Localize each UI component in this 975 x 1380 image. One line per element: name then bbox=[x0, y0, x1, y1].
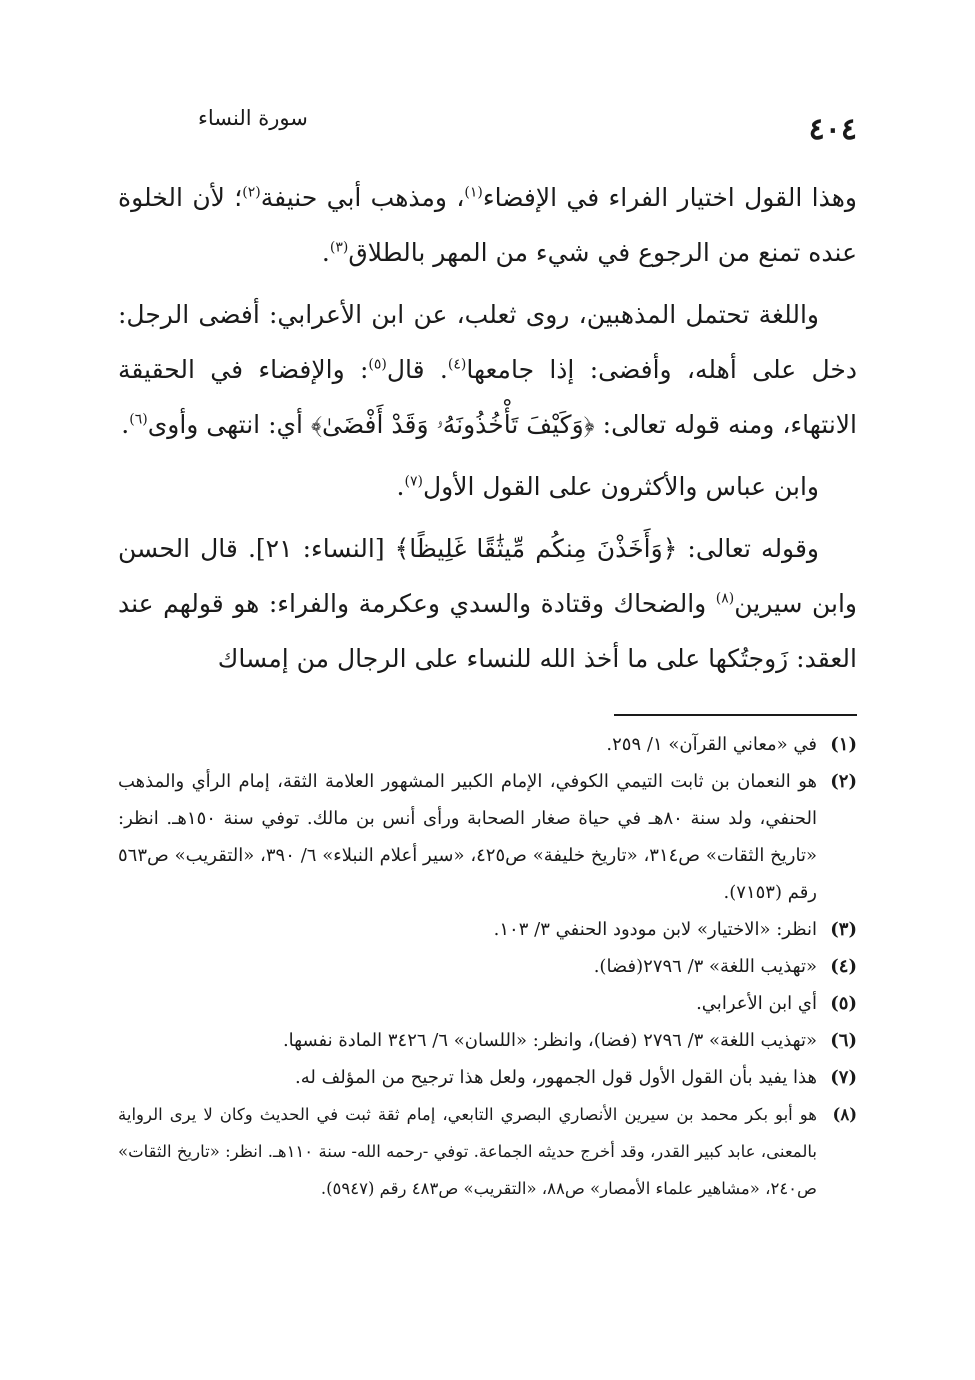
running-title: سورة النساء bbox=[198, 106, 308, 130]
page-header bbox=[118, 98, 857, 148]
main-text bbox=[118, 170, 857, 693]
footnote-2: (٢) هو النعمان بن ثابت التيمي الكوفي، الإمام الكبير المشهور العلامة الثقة، إمام الرأي والمذهب الحنفي، ولد سنة ٨٠هـ في حياة صغار الصحابة ورأى أنس بن مالك. توفي سنة ١٥٠هـ. انظر: «تاريخ الثقات» ص٣١٤، «تاريخ خليفة» ص٤٢٥، «سير أعلام النبلاء» ٦/ ٣٩٠، «التقريب» ص٥٦٣ رقم (٧١٥٣). bbox=[118, 771, 857, 903]
footnote-ref-7[interactable]: (٧) bbox=[404, 473, 423, 490]
footnote-ref-8[interactable]: (٨) bbox=[715, 590, 735, 607]
paragraph-2: واللغة تحتمل المذهبين، روى ثعلب، عن ابن الأعرابي: أفضى الرجل: دخل على أهله، وأفضى: إذا جامعها$^{(٤)}$. قال$^{(٥)}$: والإفضاء في الحقيقة الانتهاء، ومنه قوله تعالى: ﴿وَكَيْفَ تَأْخُذُونَهُۥ وَقَدْ أَفْضَىٰ﴾ أي: انتهى وأوى$^{(٦)}$. bbox=[118, 300, 857, 439]
footnote-ref-1[interactable]: (١) bbox=[464, 184, 483, 201]
page-number: ٤٠٤ bbox=[808, 112, 857, 147]
footnote-7: (٧) هذا يفيد بأن القول الأول قول الجمهور، ولعل هذا ترجيح من المؤلف له. bbox=[295, 1067, 857, 1088]
footnote-8: (٨) هو أبو بكر محمد بن سيرين الأنصاري البصري التابعي، إمام ثقة ثبت في الحديث وكان لا يرى الرواية بالمعنى، عابد كبير القدر، وقد أخرج حديثه الجماعة. توفي -رحمه الله- سنة ١١٠هـ. انظر: «تاريخ الثقات» ص٢٤٠، «مشاهير علماء الأمصار» ص٨٨، «التقريب» ص٤٨٣ رقم (٥٩٤٧). bbox=[118, 1105, 857, 1198]
footnote-ref-4[interactable]: (٤) bbox=[447, 356, 467, 373]
footnote-ref-6[interactable]: (٦) bbox=[129, 411, 148, 428]
footnotes bbox=[118, 726, 857, 1207]
footnote-3: (٣) انظر: «الاختيار» لابن مودود الحنفي ٣/ ١٠٣. bbox=[493, 919, 857, 940]
footnote-1: (١) في «معاني القرآن» ١/ ٢٥٩. bbox=[606, 734, 857, 755]
paragraph-4: وقوله تعالى: ﴿وَأَخَذْنَ مِنكُم مِّيثَٰقًا غَلِيظًا﴾ [النساء: ٢١]. قال الحسن وابن سيرين$^{(٨)}$ والضحاك وقتادة والسدي وعكرمة والفراء: هو قولهم عند العقد: زَوجتُكها على ما أخذ الله للنساء على الرجال من إمساك bbox=[118, 534, 857, 673]
footnote-separator bbox=[614, 714, 857, 716]
footnote-5: (٥) أي ابن الأعرابي. bbox=[696, 993, 857, 1014]
footnote-ref-2[interactable]: (٢) bbox=[242, 184, 261, 201]
footnote-ref-3[interactable]: (٣) bbox=[329, 239, 349, 256]
footnote-6: (٦) «تهذيب اللغة» ٣/ ٢٧٩٦ (فضا)، وانظر: «اللسان» ٦/ ٣٤٢٦ المادة نفسها. bbox=[282, 1030, 857, 1051]
paragraph-3: وابن عباس والأكثرون على القول الأول$^{(٧)}$. bbox=[396, 472, 819, 501]
paragraph-1: وهذا القول اختيار الفراء في الإفضاء$^{(١)}$، ومذهب أبي حنيفة$^{(٢)}$؛ لأن الخلوة عنده تمنع من الرجوع في شيء من المهر بالطلاق$^{(٣)}$. bbox=[118, 183, 858, 267]
footnote-4: (٤) «تهذيب اللغة» ٣/ ٢٧٩٦(فضا). bbox=[593, 956, 857, 977]
footnote-ref-5[interactable]: (٥) bbox=[368, 356, 387, 373]
